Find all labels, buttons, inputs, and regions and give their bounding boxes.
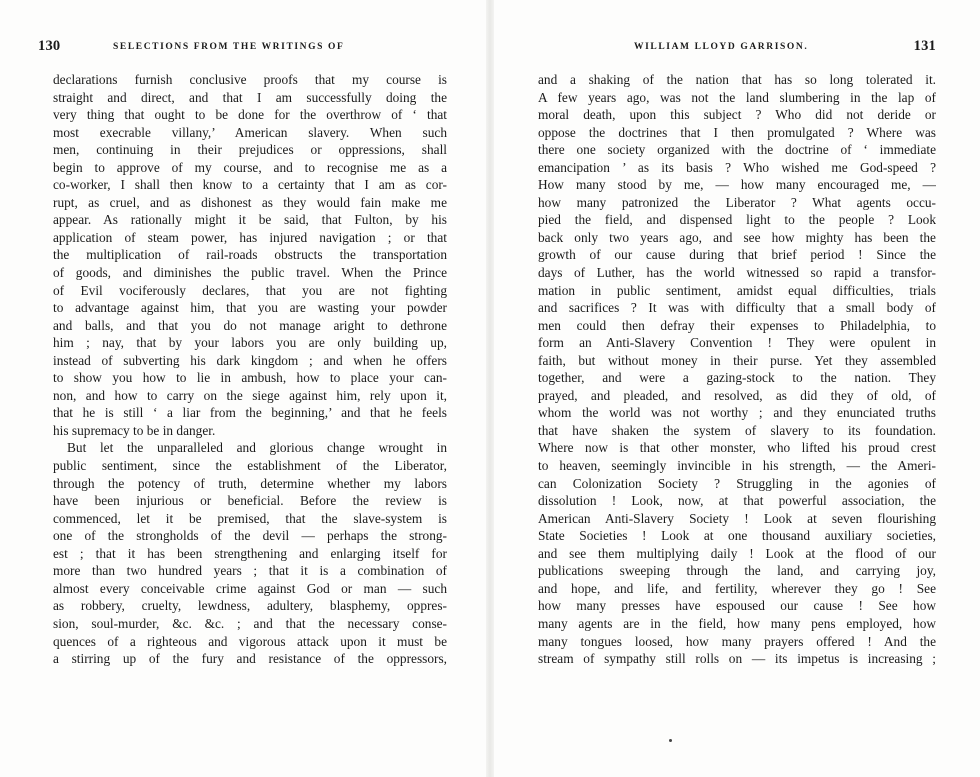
right-running-head: [494, 38, 936, 60]
text-line: one of the strongholds of the devil — perhaps the strong-: [53, 528, 447, 544]
text-line: how many patronized the Liberator ? What agents occu-: [538, 194, 936, 210]
text-line: application of steam power, has injured navigation ; or that: [53, 229, 447, 245]
text-line: that he is still ‘ a liar from the beginning,’ and that he feels: [53, 405, 447, 421]
right-text-block: [538, 71, 936, 668]
text-line: and sacrifices ? It was with difficulty that a small body of: [538, 300, 936, 316]
text-line: non, and how to carry on the siege against him, rely upon it,: [53, 387, 447, 403]
text-line: straight and direct, and that I am successfully doing the: [53, 89, 447, 105]
text-line: and see them multiplying daily ! Look at the flood of our: [538, 545, 936, 561]
text-line: form an Anti-Slavery Convention ! They were opulent in: [538, 335, 936, 351]
text-line: that have shaken the system of slavery to its foundation.: [538, 422, 936, 438]
text-line: co-worker, I shall then know to a certainty that I am as cor-: [53, 177, 447, 193]
text-line: there one society organized with the doctrine of ‘ immediate: [538, 142, 936, 158]
text-line: public sentiment, since the establishment of the Liberator,: [53, 458, 447, 474]
text-line: Where now is that other monster, who lifted his proud crest: [538, 440, 936, 456]
text-line: a stirring up of the fury and resistance of the oppressors,: [53, 651, 447, 667]
text-line: rupt, as cruel, and as dishonest as they would fain make me: [53, 194, 447, 210]
text-line: dissolution ! Look, now, at that powerful association, the: [538, 493, 936, 509]
text-line: and balls, and that you do not manage aright to dethrone: [53, 317, 447, 333]
text-line: him ; nay, that by your labors you are only building up,: [53, 335, 447, 351]
right-page: [494, 0, 980, 777]
text-line: men could then defray their expenses to Philadelphia, to: [538, 317, 936, 333]
text-line: as robbery, cruelty, lewdness, adultery, blasphemy, oppres-: [53, 598, 447, 614]
text-line: State Societies ! Look at one thousand auxiliary societies,: [538, 528, 936, 544]
text-line: to heaven, seemingly invincible in his strength, — the Ameri-: [538, 458, 936, 474]
right-running-title: WILLIAM LLOYD GARRISON.: [634, 42, 809, 52]
left-running-title: SELECTIONS FROM THE WRITINGS OF: [113, 42, 345, 52]
text-line: of Evil vociferously declares, that you are not fighting: [53, 282, 447, 298]
left-text-block: [53, 71, 447, 668]
text-line: growth of our cause during that brief period ! Since the: [538, 247, 936, 263]
text-line: through the potency of truth, determine whether my labors: [53, 475, 447, 491]
text-line: mation in public sentiment, amidst equal difficulties, trials: [538, 282, 936, 298]
left-running-head: [38, 38, 448, 60]
text-line: men, continuing in their prejudices or oppressions, shall: [53, 142, 447, 158]
text-line: the multiplication of rail-roads obstructs the transportation: [53, 247, 447, 263]
text-line: commenced, let it be premised, that the slave-system is: [53, 510, 447, 526]
text-line: and hope, and life, and fertility, wherever they go ! See: [538, 580, 936, 596]
text-line: more than two hundred years ; that it is a combination of: [53, 563, 447, 579]
text-line: whom the world was not worthy ; and they enunciated truths: [538, 405, 936, 421]
text-line: and a shaking of the nation that has so long tolerated it.: [538, 72, 936, 87]
book-gutter: [486, 0, 494, 777]
text-line: faith, but without money in their purse. Yet they assembled: [538, 352, 936, 368]
paper-speck: [669, 739, 672, 742]
text-line: most execrable villany,’ American slavery. When such: [53, 124, 447, 140]
text-line: almost every conceivable crime against God or man — such: [53, 580, 447, 596]
text-line: A few years ago, was not the land slumbering in the lap of: [538, 89, 936, 105]
text-line: moral death, upon this subject ? Who did not deride or: [538, 107, 936, 123]
text-line: back only two years ago, and see how mighty has been the: [538, 229, 936, 245]
text-line: days of Luther, has the world witnessed so rapid a transfor-: [538, 265, 936, 281]
text-line: How many stood by me, — how many encouraged me, —: [538, 177, 936, 193]
left-page-number: 130: [38, 38, 61, 54]
left-page: [0, 0, 486, 777]
text-line: est ; that it has been strengthening and enlarging itself for: [53, 545, 447, 561]
text-line: begin to approve of my course, and to recognise me as a: [53, 159, 447, 175]
text-line: very thing that ought to be done for the overthrow of ‘ that: [53, 107, 447, 123]
text-line: can Colonization Society ? Struggling in the agonies of: [538, 475, 936, 491]
text-line: quences of a righteous and vigorous attack upon it must be: [53, 633, 447, 649]
text-line: have been injurious or beneficial. Before the review is: [53, 493, 447, 509]
text-line: publications sweeping through the land, and carrying joy,: [538, 563, 936, 579]
text-line: sion, soul-murder, &c. &c. ; and that the necessary conse-: [53, 615, 447, 631]
text-line: But let the unparalleled and glorious change wrought in: [67, 440, 447, 456]
text-line: to advantage against him, that you are wasting your powder: [53, 300, 447, 316]
text-line: appear. As rationally might it be said, that Fulton, by his: [53, 212, 447, 228]
text-line: many agents are in the field, how many pens employed, how: [538, 615, 936, 631]
text-line: instead of subverting his dark kingdom ; and when he offers: [53, 352, 447, 368]
text-line: pied the field, and dispensed light to the people ? Look: [538, 212, 936, 228]
text-line: to show you how to lie in ambush, how to place your can-: [53, 370, 447, 386]
text-line: many tongues loosed, how many prayers offered ! And the: [538, 633, 936, 649]
right-page-number: 131: [913, 38, 936, 54]
text-line: oppose the doctrines that I then promulgated ? Where was: [538, 124, 936, 140]
text-line: declarations furnish conclusive proofs that my course is: [53, 72, 447, 87]
text-line: his supremacy to be in danger.: [53, 422, 216, 438]
text-line: how many presses have espoused our cause ! See how: [538, 598, 936, 614]
text-line: prayed, and pleaded, and resolved, as did they of old, of: [538, 387, 936, 403]
text-line: together, and were a gazing-stock to the nation. They: [538, 370, 936, 386]
text-line: American Anti-Slavery Society ! Look at seven flourishing: [538, 510, 936, 526]
text-line: emancipation ’ as its basis ? Who wished me God-speed ?: [538, 159, 936, 175]
text-line: stream of sympathy still rolls on — its impetus is increasing ;: [538, 651, 936, 667]
text-line: of goods, and diminishes the public travel. When the Prince: [53, 265, 447, 281]
